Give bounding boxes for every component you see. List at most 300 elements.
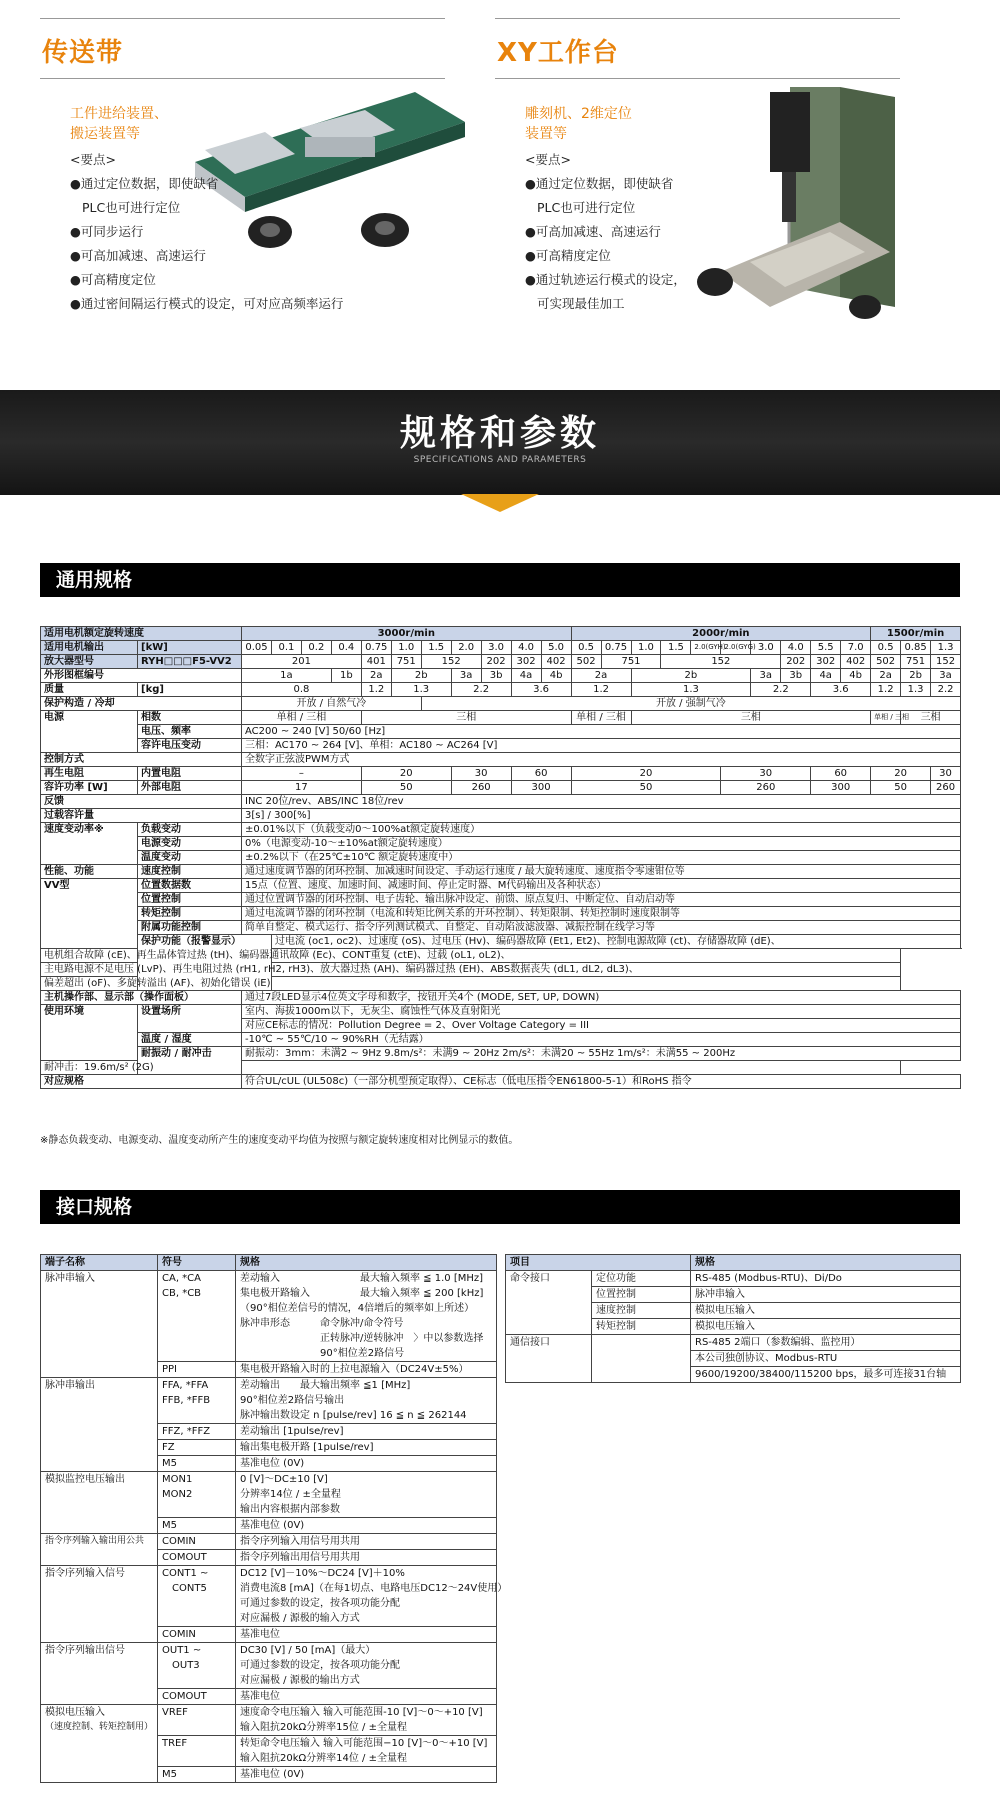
terminal-symbol (158, 1378, 236, 1424)
spec-row (41, 669, 961, 683)
spec-line: 可通过参数的设定，按各项功能分配 (240, 1598, 400, 1609)
terminal-name-line: 模拟监控电压输出 (45, 1474, 125, 1485)
spec-line: 集电极开路输入 最大输入频率 ≦ 200 [kHz] (240, 1288, 484, 1299)
spec-cell: 3.6 (511, 683, 571, 697)
spec-row (41, 795, 961, 809)
column-header: 规格 (691, 1255, 961, 1271)
spec-cell: 50 (571, 781, 721, 795)
divider (40, 78, 445, 79)
spec-cell: 0.5 (571, 641, 601, 655)
spec-row (41, 739, 961, 753)
terminal-name (41, 1472, 158, 1534)
spec-cell: 3b (481, 669, 511, 683)
spec-cell: 主电路电源不足电压 (LvP)、再生电阻过热 (rH1, rH2, rH3)、放大器过热 (AH)、编码器过热 (EH)、ABS数据丧失 (dL1, dL2, dL3)、 (41, 963, 901, 977)
spec-cell: 三相：AC170 ~ 264 [V]、单相：AC180 ~ AC264 [V] (242, 739, 961, 753)
spec-row (41, 683, 961, 697)
terminal-symbol (158, 1518, 236, 1534)
spec-cell: 电源变动 (138, 837, 242, 851)
symbol-line: TREF (162, 1738, 188, 1749)
column-header: 规格 (236, 1255, 497, 1271)
spec-cell: 50 (361, 781, 451, 795)
spec-row (41, 627, 961, 641)
spec-cell: 2000r/min (571, 627, 871, 641)
spec-cell: 3b (781, 669, 811, 683)
symbol-line: COMIN (162, 1536, 196, 1547)
divider (495, 18, 900, 19)
terminal-spec (236, 1705, 497, 1736)
spec-cell: 0.2 (301, 641, 331, 655)
symbol-line: COMIN (162, 1629, 196, 1640)
app-subtitle-line: 雕刻机、2维定位 (525, 106, 632, 122)
spec-cell: 外部电阻 (138, 781, 242, 795)
spec-cell: 通过电流调节器的闭环控制（电流和转矩比例关系的开环控制）、转矩限制、转矩控制时速度限制等 (242, 907, 961, 921)
app-subtitle-line: 装置等 (525, 126, 567, 142)
spec-cell: AC200 ~ 240 [V] 50/60 [Hz] (242, 725, 961, 739)
spec-cell: 3a (931, 669, 961, 683)
spec-cell: 202 (781, 655, 811, 669)
item-spec: 9600/19200/38400/115200 bps，最多可连接31台轴 (691, 1367, 961, 1383)
spec-cell: 控制方式 (41, 753, 242, 767)
spec-cell: 3[s] / 300[%] (242, 809, 961, 823)
spec-cell: 三相 (631, 711, 871, 725)
spec-row (41, 725, 961, 739)
table-row (506, 1319, 961, 1335)
spec-cell: 速度变动率※ (41, 823, 138, 865)
spec-cell: 751 (601, 655, 661, 669)
spec-cell: 2.2 (931, 683, 961, 697)
spec-cell: 300 (511, 781, 571, 795)
spec-cell: 再生电阻 (41, 767, 138, 781)
point-item: ●可高精度定位 (525, 248, 611, 263)
banner-arrow-icon (461, 494, 539, 512)
item-name (506, 1351, 592, 1367)
spec-cell: 302 (811, 655, 841, 669)
spec-cell: 通过速度调节器的闭环控制、加减速时间设定、手动运行速度 / 最大旋转速度、速度指令零速钳位等 (242, 865, 961, 879)
terminal-symbol (158, 1424, 236, 1440)
terminal-spec (236, 1736, 497, 1767)
item-spec: 模拟电压输入 (691, 1303, 961, 1319)
item-sub (592, 1335, 691, 1351)
spec-line: 输入阻抗20kΩ分辨率14位 / ±全量程 (240, 1753, 407, 1764)
spec-cell: 30 (451, 767, 511, 781)
spec-cell: 0.85 (901, 641, 931, 655)
spec-row (41, 767, 961, 781)
terminal-symbol (158, 1440, 236, 1456)
spec-cell: 性能、功能 (41, 865, 138, 879)
spec-line: 正转脉冲/逆转脉冲 〉中以参数选择 (240, 1333, 484, 1344)
spec-line: DC30 [V] / 50 [mA]（最大） (240, 1645, 376, 1656)
spec-cell: 温度变动 (138, 851, 242, 865)
terminal-name-line: 模拟电压输入 (45, 1707, 105, 1718)
spec-row (41, 851, 961, 865)
spec-line: 对应漏极 / 源极的输出方式 (240, 1675, 360, 1686)
spec-line: 差动输出 最大输出频率 ≦1 [MHz] (240, 1380, 411, 1391)
spec-cell: 放大器型号 (41, 655, 138, 669)
terminal-name-line: 脉冲串输入 (45, 1273, 95, 1284)
terminal-spec (236, 1472, 497, 1518)
app-subtitle-xy-table (525, 104, 632, 144)
spec-cell: 2b (901, 669, 931, 683)
spec-row (41, 991, 961, 1005)
terminal-spec (236, 1767, 497, 1783)
column-header: 端子名称 (41, 1255, 158, 1271)
point-item: ●可高加减速、高速运行 (70, 248, 206, 263)
table-row (41, 1472, 497, 1518)
spec-row (41, 697, 961, 711)
terminal-spec (236, 1566, 508, 1627)
spec-cell: 三相 (901, 711, 961, 725)
item-sub: 位置控制 (592, 1287, 691, 1303)
spec-line: 速度命令电压输入 输入可能范围-10 [V]～0～+10 [V] (240, 1707, 483, 1718)
item-sub: 速度控制 (592, 1303, 691, 1319)
spec-row (41, 823, 961, 837)
spec-line: 转矩命令电压输入 输入可能范围−10 [V]～0～+10 [V] (240, 1738, 488, 1749)
spec-cell: 302 (511, 655, 541, 669)
item-name (506, 1367, 592, 1383)
spec-row (41, 809, 961, 823)
banner-subtitle: SPECIFICATIONS AND PARAMETERS (413, 455, 587, 465)
terminal-symbol (158, 1472, 236, 1518)
spec-row (41, 893, 961, 907)
table-row (41, 1705, 497, 1736)
spec-cell: 20 (571, 767, 721, 781)
spec-row (41, 935, 961, 949)
spec-cell: 402 (541, 655, 571, 669)
table-row (506, 1367, 961, 1383)
spec-cell: 0.4 (331, 641, 361, 655)
spec-cell: 2a (571, 669, 631, 683)
spec-cell: 过载容许量 (41, 809, 242, 823)
table-row (41, 1534, 497, 1550)
spec-cell: 简单自整定、模式运行、指令序列测试模式、自整定、自动陷波滤波器、减振控制在线学习等 (242, 921, 961, 935)
terminal-spec (236, 1440, 497, 1456)
spec-cell: 5.5 (811, 641, 841, 655)
item-sub (592, 1367, 691, 1383)
spec-cell: 502 (571, 655, 601, 669)
spec-cell: 30 (721, 767, 811, 781)
terminal-spec (236, 1550, 497, 1566)
spec-row (41, 1061, 961, 1075)
spec-row (41, 753, 961, 767)
spec-cell: 相数 (138, 711, 242, 725)
spec-cell: 主机操作部、显示部（操作面板） (41, 991, 242, 1005)
spec-cell: 20 (361, 767, 451, 781)
terminal-spec (236, 1456, 497, 1472)
app-title-conveyor: 传送带 (42, 38, 124, 68)
spec-cell: 符合UL/cUL (UL508c)（一部分机型预定取得）、CE标志（低电压指令EN61800-5-1）和RoHS 指令 (242, 1075, 961, 1089)
symbol-line: COMOUT (162, 1691, 207, 1702)
terminal-spec (236, 1643, 497, 1689)
spec-cell: 负载变动 (138, 823, 242, 837)
spec-cell: 2a (361, 669, 391, 683)
spec-row (41, 921, 961, 935)
spec-cell: 保护构造 / 冷却 (41, 697, 242, 711)
spec-cell: 751 (391, 655, 421, 669)
table-row (506, 1335, 961, 1351)
spec-cell: 260 (931, 781, 961, 795)
spec-cell: 60 (811, 767, 871, 781)
symbol-line: M5 (162, 1458, 177, 1469)
spec-line: 90°相位差2路信号输出 (240, 1395, 345, 1406)
symbol-line: MON1 (162, 1474, 193, 1485)
spec-cell: 1.3 (931, 641, 961, 655)
spec-cell: 通过7段LED显示4位英文字母和数字，按钮开关4个 (MODE, SET, UP, DOWN) (242, 991, 961, 1005)
spec-cell: 30 (931, 767, 961, 781)
table-header-row (506, 1255, 961, 1271)
spec-cell: 300 (811, 781, 871, 795)
general-spec-table (40, 626, 961, 1089)
item-name (506, 1319, 592, 1335)
spec-cell: RYH□□□F5-VV2 (138, 655, 242, 669)
spec-cell: 15点（位置、速度、加速时间、减速时间、停止定时器、M代码输出及各种状态） (242, 879, 961, 893)
point-item: ●可高加减速、高速运行 (525, 224, 661, 239)
spec-cell: 402 (841, 655, 871, 669)
spec-cell: 2a (871, 669, 901, 683)
spec-line: （90°相位差信号的情况，4倍增后的频率如上所述） (240, 1303, 475, 1314)
spec-cell: 质量 (41, 683, 138, 697)
spec-line: 基准电位 (0V) (240, 1520, 305, 1531)
terminal-name-line: 指令序列输出信号 (45, 1645, 125, 1656)
spec-row (41, 1033, 961, 1047)
spec-cell: 502 (871, 655, 901, 669)
point-item: PLC也可进行定位 (82, 200, 181, 215)
terminal-spec (236, 1362, 497, 1378)
table-row (506, 1351, 961, 1367)
section-bar-interface: 接口规格 (40, 1190, 960, 1224)
point-item: ●通过密间隔运行模式的设定，可对应高频率运行 (70, 296, 344, 311)
spec-cell: 1500r/min (871, 627, 961, 641)
column-header: 符号 (158, 1255, 236, 1271)
spec-cell: 对应规格 (41, 1075, 242, 1089)
spec-cell: 201 (242, 655, 362, 669)
spec-cell: 1.2 (571, 683, 631, 697)
spec-line: 基准电位 (0V) (240, 1458, 305, 1469)
spec-cell: 2.2 (451, 683, 511, 697)
symbol-line: OUT3 (162, 1660, 200, 1671)
point-item: ●通过定位数据，即使缺省 (525, 176, 674, 191)
spec-line: 脉冲串形态 命令脉冲/命令符号 (240, 1318, 404, 1329)
spec-cell: 适用电机输出 (41, 641, 138, 655)
spec-line: 脉冲输出数设定 n [pulse/rev] 16 ≦ n ≦ 262144 (240, 1410, 467, 1421)
symbol-line: FFB, *FFB (162, 1395, 211, 1406)
item-name (506, 1287, 592, 1303)
spec-cell: 1.2 (871, 683, 901, 697)
terminal-spec (236, 1518, 497, 1534)
spec-cell: – (242, 767, 362, 781)
terminal-name-line: 指令序列输入输出用公共 (45, 1536, 145, 1546)
spec-row (41, 1047, 961, 1061)
general-note: ※静态负载变动、电源变动、温度变动所产生的速度变动平均值为按照与额定旋转速度相对比例显示的数值。 (40, 1135, 519, 1146)
symbol-line: VREF (162, 1707, 188, 1718)
spec-cell: 耐振动 / 耐冲击 (138, 1047, 242, 1075)
spec-cell: 通过位置调节器的闭环控制、电子齿轮、输出脉冲设定、前馈、原点复归、中断定位、自动启动等 (242, 893, 961, 907)
spec-cell: 260 (451, 781, 511, 795)
spec-cell: 电压、频率 (138, 725, 242, 739)
spec-cell: 152 (931, 655, 961, 669)
section-bar-general: 通用规格 (40, 563, 960, 597)
spec-cell: 7.0 (841, 641, 871, 655)
spec-cell: 全数字正弦波PWM方式 (242, 753, 961, 767)
symbol-line: COMOUT (162, 1552, 207, 1563)
spec-cell: 反馈 (41, 795, 242, 809)
spec-cell: 60 (511, 767, 571, 781)
symbol-line: CA, *CA (162, 1273, 202, 1284)
spec-cell: 0.8 (242, 683, 362, 697)
spec-line: 输入阻抗20kΩ分辨率15位 / ±全量程 (240, 1722, 407, 1733)
spec-line: 差动输出 [1pulse/rev] (240, 1426, 344, 1437)
table-row (506, 1303, 961, 1319)
terminal-symbol (158, 1566, 236, 1627)
spec-cell: 4a (511, 669, 541, 683)
point-item: ●通过轨迹运行模式的设定， (525, 272, 686, 287)
spec-row (41, 1005, 961, 1019)
spec-cell: 过电流 (oc1, oc2)、过速度 (oS)、过电压 (Hv)、编码器故障 (Et1, Et2)、控制电源故障 (ct)、存储器故障 (dE)、 (271, 935, 960, 949)
spec-cell: 2.0(GYH) (691, 641, 721, 655)
spec-cell: 4a (811, 669, 841, 683)
spec-cell: 2.0 (451, 641, 481, 655)
spec-line: 指令序列输出用信号用共用 (240, 1552, 360, 1563)
spec-row (41, 963, 961, 977)
spec-cell: [kg] (138, 683, 242, 697)
spec-line: 90°相位差2路信号 (240, 1348, 405, 1359)
spec-line: 差动输入 最大输入频率 ≦ 1.0 [MHz] (240, 1273, 484, 1284)
spec-cell: 202 (481, 655, 511, 669)
terminal-name-line: 指令序列输入信号 (45, 1568, 125, 1579)
spec-row (41, 907, 961, 921)
spec-cell: 开放 / 强制气冷 (421, 697, 960, 711)
terminal-symbol (158, 1736, 236, 1767)
spec-cell: 转矩控制 (138, 907, 242, 921)
terminal-name-line: （速度控制、转矩控制用） (45, 1722, 154, 1732)
item-name (506, 1303, 592, 1319)
symbol-line: FFZ, *FFZ (162, 1426, 211, 1437)
spec-line: 基准电位 (240, 1629, 280, 1640)
spec-cell: 3.6 (811, 683, 871, 697)
spec-row (41, 1075, 961, 1089)
item-sub: 转矩控制 (592, 1319, 691, 1335)
point-item: ●通过定位数据，即使缺省 (70, 176, 219, 191)
symbol-line: CB, *CB (162, 1288, 202, 1299)
symbol-line: CONT5 (162, 1583, 207, 1594)
app-points-conveyor (70, 148, 343, 316)
spec-cell: [kW] (138, 641, 242, 655)
point-item: PLC也可进行定位 (537, 200, 636, 215)
item-spec: RS-485 (Modbus-RTU)、Di/Do (691, 1271, 961, 1287)
terminal-symbol (158, 1643, 236, 1689)
terminal-name (41, 1643, 158, 1705)
spec-cell: 4.0 (781, 641, 811, 655)
spec-cell: 1.0 (391, 641, 421, 655)
spec-cell: 3.0 (481, 641, 511, 655)
terminal-spec (236, 1627, 497, 1643)
spec-cell: 20 (871, 767, 931, 781)
terminal-symbol (158, 1362, 236, 1378)
spec-cell: -10℃ ~ 55℃/10 ~ 90%RH（无结露） (242, 1033, 961, 1047)
xy-table-illustration (690, 82, 900, 322)
spec-cell: 对应CE标志的情况：Pollution Degree = 2、Over Voltage Category = III (242, 1019, 961, 1033)
interface-terminal-table (40, 1254, 508, 1783)
symbol-line: OUT1 ~ (162, 1645, 202, 1656)
spec-cell: 2b (631, 669, 751, 683)
item-spec: 本公司独创协议、Modbus-RTU (691, 1351, 961, 1367)
points-heading: <要点> (70, 152, 116, 167)
spec-cell: 单相 / 三相 (871, 711, 901, 725)
spec-cell: INC 20位/rev、ABS/INC 18位/rev (242, 795, 961, 809)
app-title-xy-table: XY工作台 (497, 38, 619, 68)
symbol-line: CONT1 ~ (162, 1568, 209, 1579)
spec-cell: 5.0 (541, 641, 571, 655)
terminal-name-line: 脉冲串输出 (45, 1380, 95, 1391)
terminal-symbol (158, 1767, 236, 1783)
terminal-spec (236, 1689, 497, 1705)
spec-row (41, 879, 961, 893)
spec-cell: 1a (242, 669, 332, 683)
spec-cell: 1.0 (631, 641, 661, 655)
spec-cell: 1.5 (421, 641, 451, 655)
spec-cell: 使用环境 (41, 1005, 138, 1061)
symbol-line: PPI (162, 1364, 178, 1375)
divider (40, 18, 445, 19)
spec-cell: 3a (451, 669, 481, 683)
spec-row (41, 865, 961, 879)
spec-cell: 温度 / 湿度 (138, 1033, 242, 1047)
spec-cell: 17 (242, 781, 362, 795)
spec-cell: 1.2 (361, 683, 391, 697)
spec-cell: 1b (331, 669, 361, 683)
spec-cell: 152 (661, 655, 781, 669)
banner-title: 规格和参数 (399, 413, 600, 454)
spec-cell: 1.3 (901, 683, 931, 697)
spec-line: 0 [V]～DC±10 [V] (240, 1474, 328, 1485)
spec-cell: 三相 (361, 711, 571, 725)
spec-cell: 电源 (41, 711, 138, 753)
spec-cell: 0.75 (361, 641, 391, 655)
terminal-spec (236, 1424, 497, 1440)
spec-cell: 2.2 (751, 683, 811, 697)
spec-cell: 3000r/min (242, 627, 572, 641)
item-spec: 脉冲串输入 (691, 1287, 961, 1303)
spec-cell: 4.0 (511, 641, 541, 655)
terminal-spec (236, 1271, 497, 1362)
spec-line: 对应漏极 / 源极的输入方式 (240, 1613, 360, 1624)
item-spec: 模拟电压输入 (691, 1319, 961, 1335)
terminal-name (41, 1705, 158, 1783)
spec-cell: 2.0(GYG) (721, 641, 751, 655)
spec-cell: 开放 / 自然气冷 (242, 697, 422, 711)
terminal-name (41, 1271, 158, 1378)
spec-cell: 设置场所 (138, 1005, 242, 1033)
column-header: 项目 (506, 1255, 691, 1271)
spec-line: 可通过参数的设定，按各项功能分配 (240, 1660, 400, 1671)
spec-line: DC12 [V]－10%～DC24 [V]＋10% (240, 1568, 405, 1579)
symbol-line: M5 (162, 1520, 177, 1531)
app-subtitle-line: 搬运装置等 (70, 126, 140, 142)
spec-cell: ±0.2%以下（在25℃±10℃ 额定旋转速度中） (242, 851, 961, 865)
spec-line: 输出集电极开路 [1pulse/rev] (240, 1442, 374, 1453)
spec-cell: 内置电阻 (138, 767, 242, 781)
terminal-symbol (158, 1689, 236, 1705)
symbol-line: MON2 (162, 1489, 193, 1500)
spec-row (41, 949, 961, 963)
spec-cell: 耐冲击：19.6m/s² (2G) (41, 1061, 901, 1075)
spec-cell: 1.3 (631, 683, 751, 697)
spec-cell: 401 (361, 655, 391, 669)
terminal-name (41, 1378, 158, 1472)
symbol-line: FZ (162, 1442, 175, 1453)
spec-cell: 保护功能（报警显示） (138, 935, 272, 991)
terminal-symbol (158, 1550, 236, 1566)
table-row (41, 1271, 497, 1362)
